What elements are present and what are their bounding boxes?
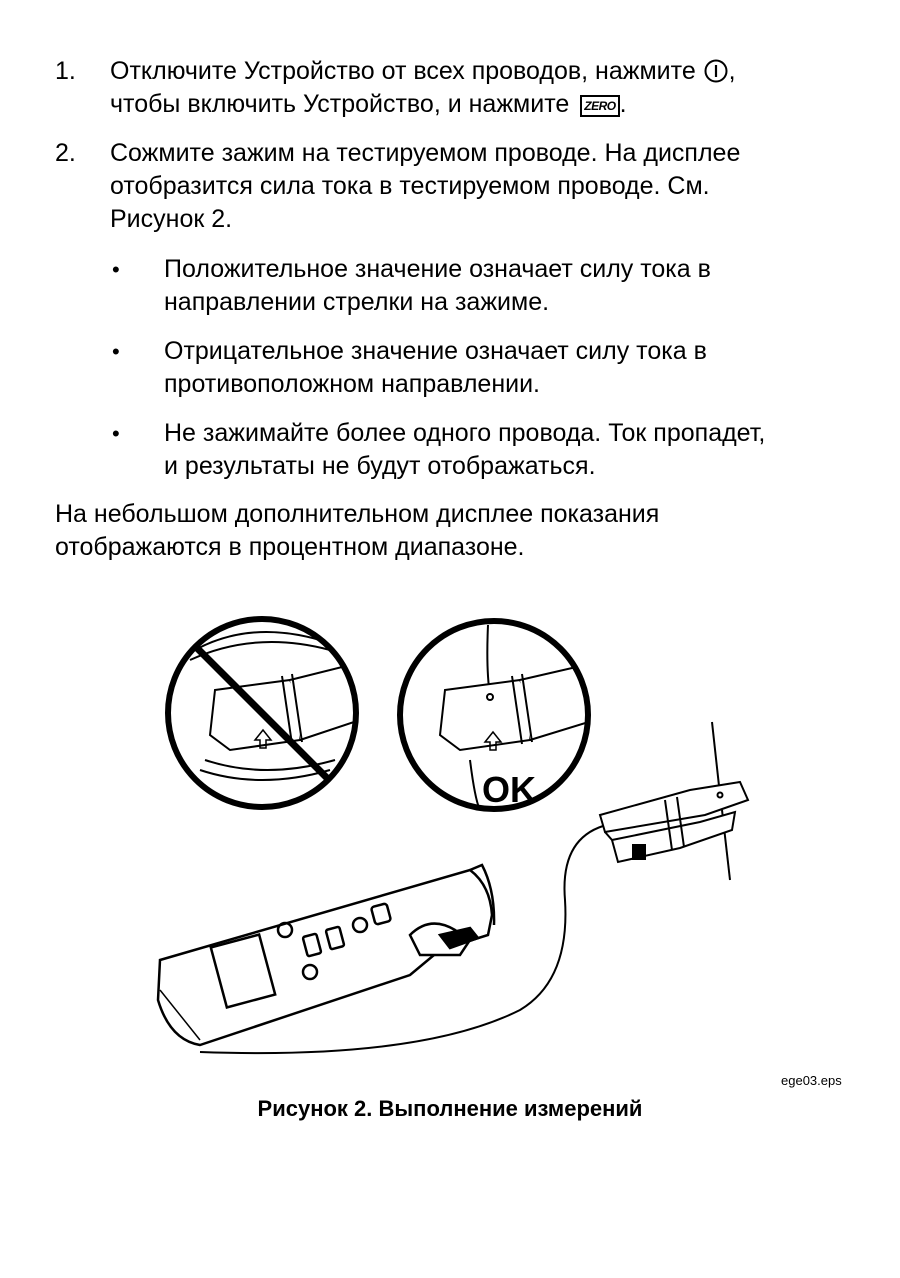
step-2-line-2: отобразится сила тока в тестируемом проводе. См. (110, 172, 710, 200)
bullet-3-line-1: Не зажимайте более одного провода. Ток пропадет, (164, 419, 766, 447)
step-2-line-3: Рисунок 2. (110, 205, 233, 233)
bullet-3-line-2: и результаты не будут отображаться. (164, 452, 596, 480)
step-1-line-2-end: . (619, 90, 627, 118)
step-1-line-2 (110, 88, 627, 121)
paragraph-line-1: На небольшом дополнительном дисплее показания (55, 500, 660, 528)
bullet-marker: • (112, 257, 120, 282)
step-1-number: 1. (55, 57, 76, 85)
step-1-line-2-text: чтобы включить Устройство, и нажмите (110, 90, 577, 118)
step-1-line-1-text: Отключите Устройство от всех проводов, нажмите (110, 57, 703, 85)
bullet-1-line-2: направлении стрелки на зажиме. (164, 288, 550, 316)
zero-key-icon: ZERO (580, 95, 619, 117)
bullet-2-line-2: противоположном направлении. (164, 370, 541, 398)
step-1-line-1-end: , (728, 57, 736, 85)
bullet-marker: • (112, 339, 120, 364)
incorrect-clamp-icon (168, 619, 360, 807)
step-2-line-1: Сожмите зажим на тестируемом проводе. На дисплее (110, 139, 741, 167)
tester-device (158, 865, 494, 1045)
bullet-2-line-1: Отрицательное значение означает силу тока в (164, 337, 707, 365)
step-2-number: 2. (55, 139, 76, 167)
figure-file-name: ege03.eps (781, 1073, 842, 1088)
paragraph-line-2: отображаются в процентном диапазоне. (55, 533, 525, 561)
power-button-icon (704, 59, 728, 83)
bullet-1-line-1: Положительное значение означает силу тока в (164, 255, 711, 283)
ok-label: OK (482, 769, 536, 810)
step-1-line-1 (110, 55, 736, 88)
measurement-illustration (150, 600, 790, 1070)
bullet-marker: • (112, 421, 120, 446)
figure-caption: Рисунок 2. Выполнение измерений (257, 1096, 643, 1121)
clamp-probe (600, 722, 748, 880)
